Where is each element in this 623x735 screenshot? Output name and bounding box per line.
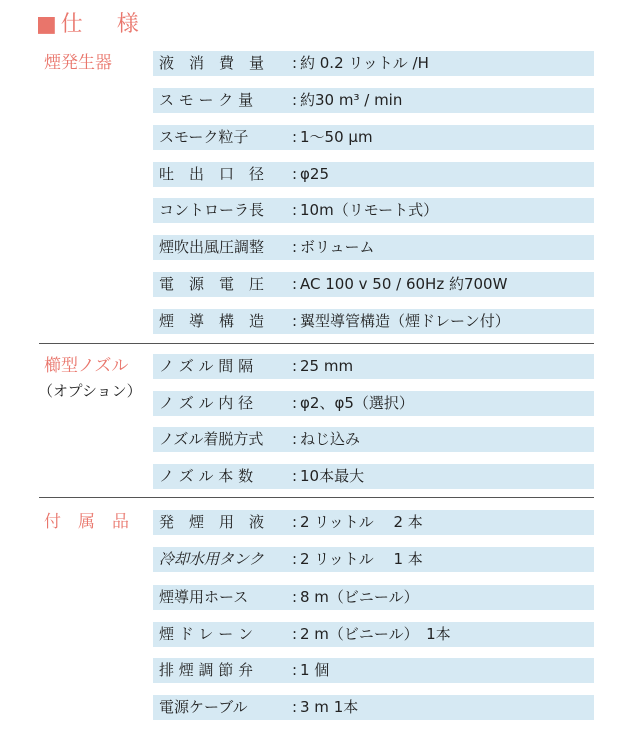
spec-key: 電源ケーブル (159, 698, 248, 716)
spec-value: φ2、φ5（選択） (300, 394, 414, 412)
spec-key: 液 消 費 量 (159, 54, 265, 72)
spec-key: 煙 ド レ ー ン (159, 625, 254, 643)
spec-key: 排 煙 調 節 弁 (159, 661, 254, 679)
square-bullet-icon: ■ (36, 12, 57, 37)
spec-value: ボリューム (300, 238, 375, 256)
spec-row (153, 125, 594, 150)
spec-colon: : (292, 128, 298, 146)
spec-colon: : (292, 357, 298, 375)
spec-row (153, 162, 594, 187)
spec-row (153, 235, 594, 260)
spec-row (153, 354, 594, 379)
spec-key: ノ ズ ル 間 隔 (159, 357, 254, 375)
spec-key: ノズル着脱方式 (159, 430, 264, 448)
section-divider (39, 497, 594, 498)
spec-colon: : (292, 312, 298, 330)
spec-value: 1〜50 μm (300, 128, 373, 146)
spec-row (153, 510, 594, 535)
section-label: 煙発生器 (44, 53, 112, 73)
spec-key: 煙吹出風圧調整 (159, 238, 265, 256)
spec-colon: : (292, 91, 298, 109)
spec-colon: : (292, 430, 298, 448)
spec-row (153, 309, 594, 334)
spec-key: 煙導用ホース (159, 588, 249, 606)
spec-value: 約30 m³ / min (300, 91, 403, 109)
spec-colon: : (292, 238, 298, 256)
section-label: 付 属 品 (44, 512, 129, 532)
spec-value: 3 m 1本 (300, 698, 359, 716)
spec-key: 冷却水用タンク (159, 550, 264, 568)
spec-row (153, 51, 594, 76)
spec-row (153, 198, 594, 223)
page-title (36, 7, 145, 38)
spec-row (153, 427, 594, 452)
spec-value: 2 m（ビニール） 1本 (300, 625, 451, 643)
spec-value: 約 0.2 リットル /H (300, 54, 429, 72)
spec-value: 1 個 (300, 661, 330, 679)
spec-row (153, 622, 594, 647)
spec-value: ねじ込み (300, 430, 361, 448)
spec-value: 2 リットル 2 本 (300, 513, 423, 531)
spec-colon: : (292, 550, 298, 568)
spec-row (153, 88, 594, 113)
spec-row (153, 464, 594, 489)
spec-key: 吐 出 口 径 (159, 165, 265, 183)
spec-key: コントローラ長 (159, 201, 265, 219)
spec-key: 煙 導 構 造 (159, 312, 265, 330)
spec-row (153, 695, 594, 720)
spec-value: 2 リットル 1 本 (300, 550, 423, 568)
spec-key: スモーク粒子 (159, 128, 249, 146)
spec-key: ノ ズ ル 本 数 (159, 467, 254, 485)
spec-colon: : (292, 394, 298, 412)
spec-value: 10m（リモート式） (300, 201, 439, 219)
spec-colon: : (292, 588, 298, 606)
spec-row (153, 658, 594, 683)
spec-row (153, 391, 594, 416)
spec-colon: : (292, 513, 298, 531)
spec-colon: : (292, 201, 298, 219)
section-sublabel: （オプション） (38, 382, 142, 400)
spec-value: 25 mm (300, 357, 354, 375)
section-label: 櫛型ノズル (44, 356, 129, 376)
spec-row (153, 272, 594, 297)
spec-value: 8 m（ビニール） (300, 588, 419, 606)
title-text: 仕 様 (60, 12, 145, 37)
spec-colon: : (292, 698, 298, 716)
spec-colon: : (292, 467, 298, 485)
spec-value: 翼型導管構造（煙ドレーン付） (300, 312, 510, 330)
spec-value: φ25 (300, 165, 329, 183)
spec-value: 10本最大 (300, 467, 365, 485)
spec-key: 発 煙 用 液 (159, 513, 265, 531)
spec-colon: : (292, 661, 298, 679)
spec-colon: : (292, 625, 298, 643)
spec-key: ス モ ー ク 量 (159, 91, 254, 109)
spec-colon: : (292, 275, 298, 293)
spec-key: 電 源 電 圧 (159, 275, 265, 293)
spec-key: ノ ズ ル 内 径 (159, 394, 254, 412)
spec-value: AC 100 v 50 / 60Hz 約700W (300, 275, 508, 293)
spec-row (153, 547, 594, 572)
spec-row (153, 585, 594, 610)
section-divider (39, 343, 594, 344)
spec-colon: : (292, 54, 298, 72)
spec-colon: : (292, 165, 298, 183)
